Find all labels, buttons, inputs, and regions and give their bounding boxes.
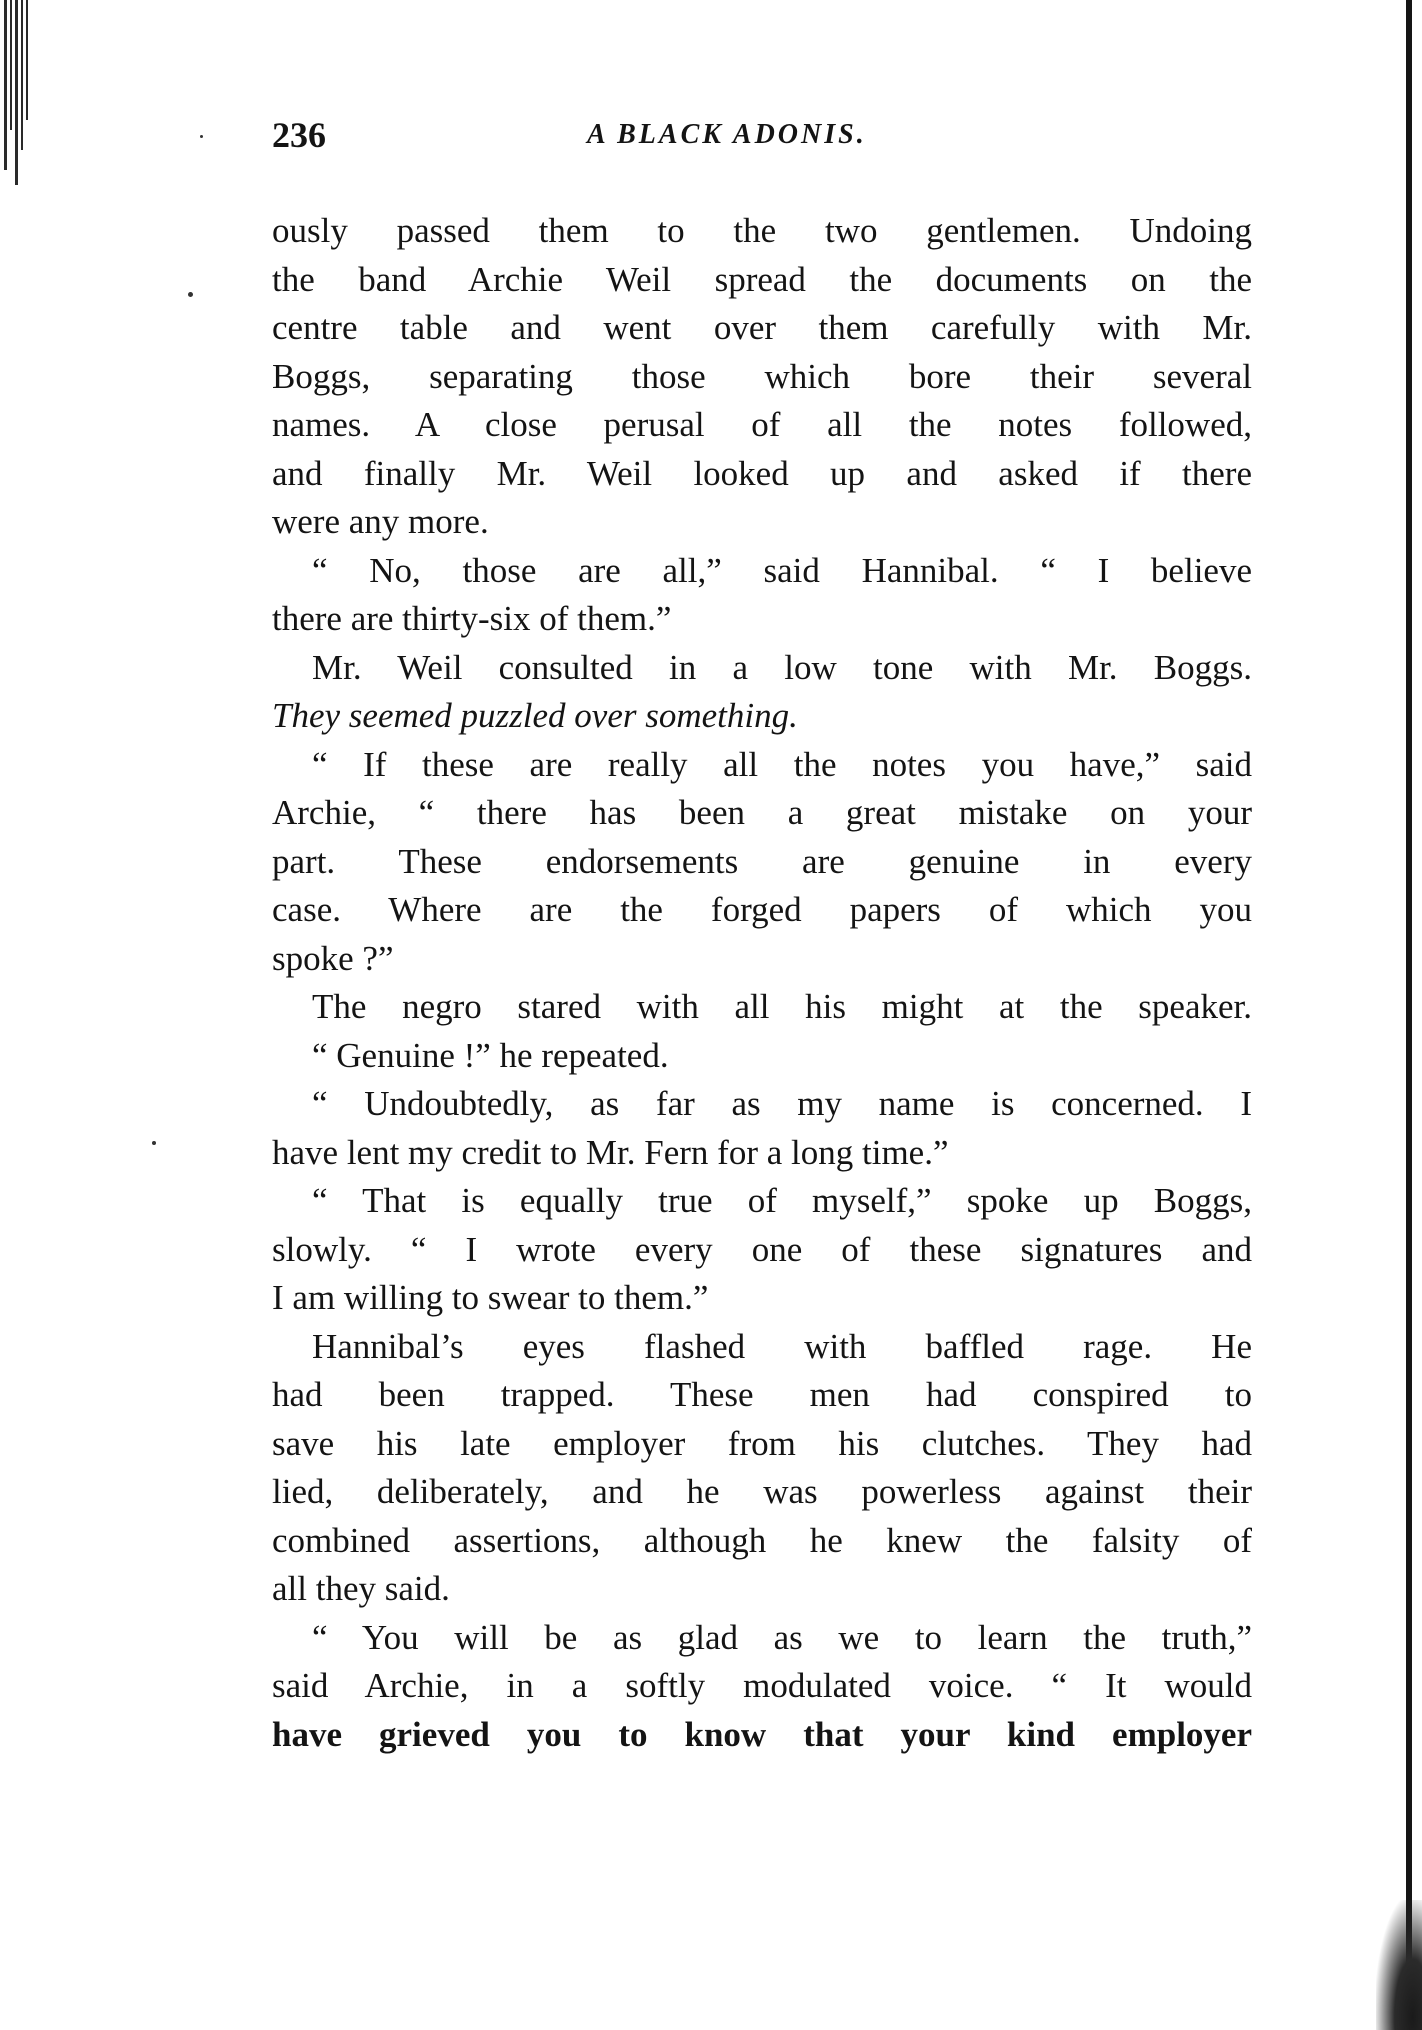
running-title: A BLACK ADONIS. (587, 119, 867, 150)
text-line: have lent my credit to Mr. Fern for a long time.” (272, 1132, 949, 1172)
text-line: have grieved you to know that your kind employer (272, 1714, 1252, 1754)
text-line: I am willing to swear to them.” (272, 1278, 709, 1317)
text-line: spoke ?” (272, 938, 394, 978)
text-line: ously passed them to the two gentlemen. Undoing (272, 211, 1252, 250)
text-line: “ Undoubtedly, as far as my name is concerned. I (312, 1084, 1252, 1123)
text-line: “ If these are really all the notes you have,” said (312, 744, 1252, 784)
ink-speck (152, 1141, 156, 1145)
text-line: said Archie, in a softly modulated voice. “ It would (272, 1666, 1252, 1705)
running-head (272, 110, 1252, 160)
text-line: “ You will be as glad as we to learn the truth,” (312, 1617, 1252, 1657)
text-line: They seemed puzzled over something. (272, 696, 798, 735)
text-line: The negro stared with all his might at the speaker. (312, 987, 1252, 1026)
text-line: Mr. Weil consulted in a low tone with Mr. Boggs. (312, 647, 1252, 687)
text-line: “ No, those are all,” said Hannibal. “ I believe (312, 550, 1252, 590)
text-line: had been trapped. These men had conspired to (272, 1375, 1252, 1414)
ink-speck (200, 135, 203, 138)
binding-edge (0, 0, 40, 190)
text-line: were any more. (272, 502, 489, 541)
text-line: there are thirty-six of them.” (272, 599, 672, 638)
text-line: centre table and went over them carefully with Mr. (272, 308, 1252, 347)
text-line: all they said. (272, 1569, 450, 1608)
text-line: “ That is equally true of myself,” spoke up Boggs, (312, 1181, 1252, 1220)
ink-speck (188, 292, 193, 297)
text-line: Boggs, separating those which bore their several (272, 356, 1252, 396)
text-line: names. A close perusal of all the notes followed, (272, 405, 1252, 444)
text-line: the band Archie Weil spread the documents on the (272, 259, 1252, 299)
page-edge (1400, 0, 1422, 2030)
text-line: “ Genuine !” he repeated. (312, 1035, 669, 1075)
text-line: Hannibal’s eyes flashed with baffled rage. He (312, 1326, 1252, 1366)
text-line: case. Where are the forged papers of which you (272, 890, 1252, 929)
text-line: combined assertions, although he knew the falsity of (272, 1520, 1252, 1560)
text-line: Archie, “ there has been a great mistake on your (272, 793, 1252, 832)
text-line: and finally Mr. Weil looked up and asked if there (272, 453, 1252, 493)
page-number: 236 (272, 115, 326, 155)
text-line: part. These endorsements are genuine in every (272, 841, 1252, 881)
text-line: lied, deliberately, and he was powerless against their (272, 1472, 1252, 1511)
text-line: save his late employer from his clutches. They had (272, 1423, 1252, 1463)
body-text (272, 207, 1252, 1759)
text-line: slowly. “ I wrote every one of these signatures and (272, 1229, 1252, 1269)
